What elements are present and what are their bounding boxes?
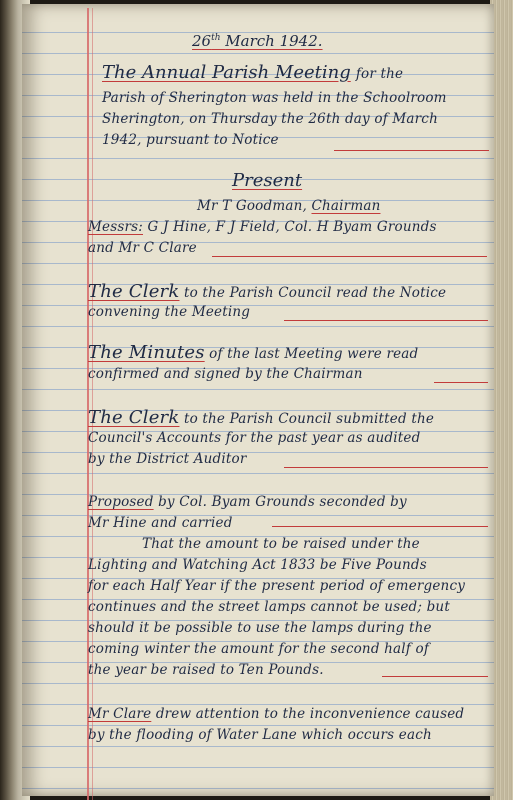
line-end-rule [212, 256, 487, 257]
proposed-line [88, 494, 407, 510]
minutes-lead: The Minutes [88, 342, 205, 363]
clerk-accounts-rest: to the Parish Council submitted the [183, 411, 435, 427]
proposed-lead: Proposed [88, 494, 154, 510]
clerk-accounts-line2: Council's Accounts for the past year as audited [88, 430, 421, 446]
clerk-notice-rest: to the Parish Council read the Notice [183, 285, 447, 301]
clare-lead: Mr Clare [88, 706, 152, 722]
date-rest: March 1942. [225, 32, 323, 50]
resolution-line: should it be possible to use the lamps during the [88, 620, 432, 636]
minutes-line2: confirmed and signed by the Chairman [88, 366, 363, 382]
messrs-line [88, 219, 437, 235]
resolution-line: That the amount to be raised under the [142, 536, 420, 552]
resolution-line: the year be raised to Ten Pounds. [88, 662, 324, 678]
date-day: 26 [192, 32, 212, 50]
chairman-line [197, 198, 380, 214]
resolution-line: Lighting and Watching Act 1833 be Five Pounds [88, 557, 427, 573]
clerk-notice-line2: convening the Meeting [88, 304, 251, 320]
and-line: and Mr C Clare [88, 240, 197, 256]
intro-line: Parish of Sherington was held in the Schoolroom [102, 90, 447, 106]
clerk-notice-lead: The Clerk [88, 281, 180, 302]
ledger-page [22, 4, 494, 796]
line-end-rule [334, 150, 489, 151]
proposed-rest: by Col. Byam Grounds seconded by [158, 494, 407, 510]
margin-rule-secondary [92, 8, 93, 800]
clerk-accounts-line [88, 407, 434, 428]
line-end-rule [382, 676, 488, 677]
minutes-line [88, 342, 418, 363]
resolution-line: for each Half Year if the present period of emergency [88, 578, 466, 594]
messrs-label: Messrs: [88, 219, 143, 235]
line-end-rule [272, 526, 488, 527]
intro-line: 1942, pursuant to Notice [102, 132, 279, 148]
minutes-date [192, 32, 323, 50]
chairman-name: Mr T Goodman, [197, 198, 307, 214]
messrs-names: G J Hine, F J Field, Col. H Byam Grounds [147, 219, 437, 235]
clerk-accounts-lead: The Clerk [88, 407, 180, 428]
clerk-accounts-line3: by the District Auditor [88, 451, 247, 467]
line-end-rule [434, 382, 488, 383]
title-line [102, 62, 403, 83]
resolution-line: coming winter the amount for the second half of [88, 641, 430, 657]
minutes-rest: of the last Meeting were read [209, 346, 419, 362]
clare-line2: by the flooding of Water Lane which occurs each [88, 727, 432, 743]
title-line-rest: for the [355, 66, 404, 82]
line-end-rule [284, 467, 488, 468]
present-heading: Present [232, 170, 303, 191]
clare-line [88, 706, 464, 722]
chairman-role: Chairman [311, 198, 381, 214]
clerk-notice-line [88, 281, 446, 302]
resolution-line: continues and the street lamps cannot be used; but [88, 599, 450, 615]
proposed-line2: Mr Hine and carried [88, 515, 233, 531]
clare-rest: drew attention to the inconvenience caused [155, 706, 465, 722]
intro-line: Sherington, on Thursday the 26th day of March [102, 111, 438, 127]
date-suffix: th [211, 33, 221, 43]
line-end-rule [284, 320, 488, 321]
meeting-title: The Annual Parish Meeting [102, 62, 351, 83]
margin-rule [87, 8, 89, 800]
